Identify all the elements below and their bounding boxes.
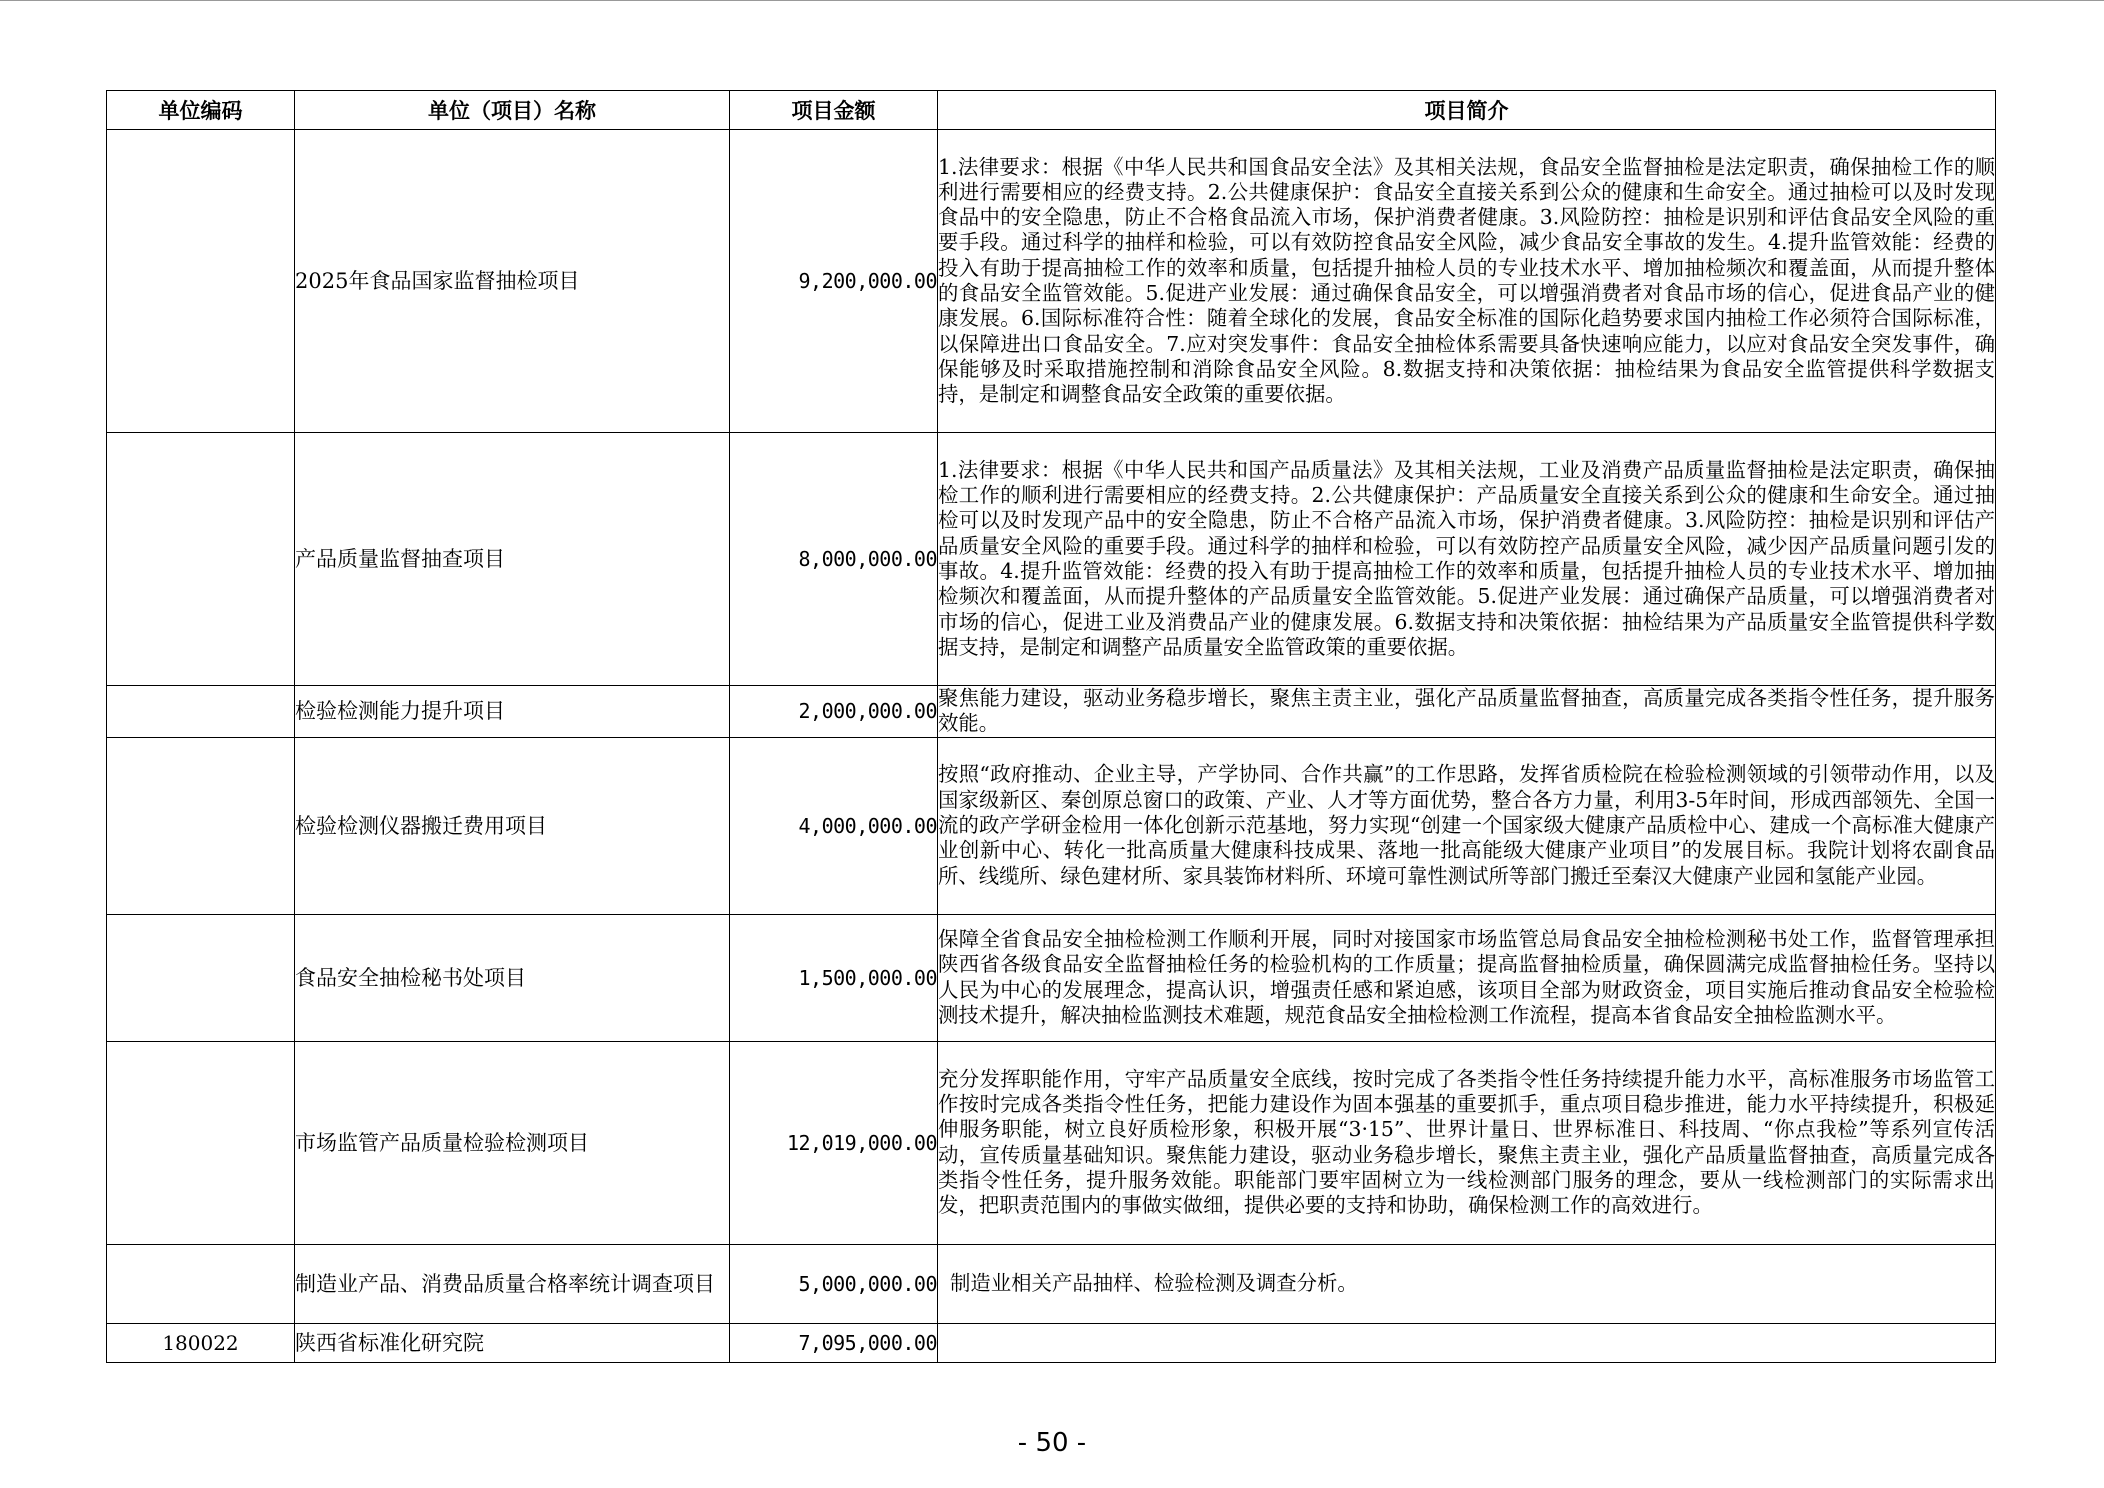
project-name-cell: 食品安全抽检秘书处项目 — [295, 914, 730, 1041]
unit-code-cell — [107, 914, 295, 1041]
project-name-cell: 陕西省标准化研究院 — [295, 1323, 730, 1362]
amount-cell: 5,000,000.00 — [730, 1244, 938, 1323]
unit-code-cell — [107, 433, 295, 686]
project-name-cell: 制造业产品、消费品质量合格率统计调查项目 — [295, 1244, 730, 1323]
header-row — [107, 91, 1996, 130]
description-cell: 保障全省食品安全抽检检测工作顺利开展，同时对接国家市场监管总局食品安全抽检检测秘书处工作，监督管理承担陕西省各级食品安全监督抽检任务的检验机构的工作质量；提高监督抽检质量，确保圆满完成监督抽检任务。坚持以人民为中心的发展理念，提高认识，增强责任感和紧迫感，该项目全部为财政资金，项目实施后推动食品安全检验检测技术提升，解决抽检监测技术难题，规范食品安全抽检检测工作流程，提高本省食品安全抽检监测水平。 — [938, 914, 1996, 1041]
table-row — [107, 914, 1996, 1041]
description-cell: 聚焦能力建设，驱动业务稳步增长，聚焦主责主业，强化产品质量监督抽查，高质量完成各类指令性任务，提升服务效能。 — [938, 686, 1995, 736]
unit-code-cell — [107, 130, 295, 433]
amount-cell: 7,095,000.00 — [730, 1323, 938, 1362]
table-row — [107, 686, 1996, 738]
project-name-cell: 检验检测仪器搬迁费用项目 — [295, 737, 730, 914]
project-name-cell: 2025年食品国家监督抽检项目 — [295, 130, 730, 433]
unit-code-cell — [107, 1041, 295, 1244]
header-description: 项目简介 — [938, 91, 1996, 130]
amount-cell: 4,000,000.00 — [730, 737, 938, 914]
amount-cell: 8,000,000.00 — [730, 433, 938, 686]
description-cell — [938, 1323, 1996, 1362]
header-unit-name: 单位（项目）名称 — [295, 91, 730, 130]
amount-cell: 1,500,000.00 — [730, 914, 938, 1041]
project-name-cell: 产品质量监督抽查项目 — [295, 433, 730, 686]
budget-table — [106, 90, 1996, 1363]
page-number: - 50 - — [1017, 1428, 1087, 1458]
header-amount: 项目金额 — [730, 91, 938, 130]
table-row — [107, 1041, 1996, 1244]
unit-code-cell — [107, 737, 295, 914]
table-header — [107, 91, 1996, 130]
unit-code-cell: 180022 — [107, 1323, 295, 1362]
description-cell: 制造业相关产品抽样、检验检测及调查分析。 — [938, 1244, 1996, 1323]
header-unit-code: 单位编码 — [107, 91, 295, 130]
table-row — [107, 433, 1996, 686]
description-cell: 1.法律要求：根据《中华人民共和国产品质量法》及其相关法规，工业及消费产品质量监督抽检是法定职责，确保抽检工作的顺利进行需要相应的经费支持。2.公共健康保护：产品质量安全直接关系到公众的健康和生命安全。通过抽检可以及时发现产品中的安全隐患，防止不合格产品流入市场，保护消费者健康。3.风险防控：抽检是识别和评估产品质量安全风险的重要手段。通过科学的抽样和检验，可以有效防控产品质量安全风险，减少因产品质量问题引发的事故。4.提升监管效能：经费的投入有助于提高抽检工作的效率和质量，包括提升抽检人员的专业技术水平、增加抽检频次和覆盖面，从而提升整体的产品质量安全监管效能。5.促进产业发展：通过确保产品质量，可以增强消费者对市场的信心，促进工业及消费品产业的健康发展。6.数据支持和决策依据：抽检结果为产品质量安全监管提供科学数据支持，是制定和调整产品质量安全监管政策的重要依据。 — [938, 433, 1996, 686]
description-cell: 充分发挥职能作用，守牢产品质量安全底线，按时完成了各类指令性任务持续提升能力水平，高标准服务市场监管工作按时完成各类指令性任务，把能力建设作为固本强基的重要抓手，重点项目稳步推进，能力水平持续提升，积极延伸服务职能，树立良好质检形象，积极开展“3·15”、世界计量日、世界标准日、科技周、“你点我检”等系列宣传活动，宣传质量基础知识。聚焦能力建设，驱动业务稳步增长，聚焦主责主业，强化产品质量监督抽查，高质量完成各类指令性任务，提升服务效能。职能部门要牢固树立为一线检测部门服务的理念，要从一线检测部门的实际需求出发，把职责范围内的事做实做细，提供必要的支持和协助，确保检测工作的高效进行。 — [938, 1041, 1996, 1244]
description-cell: 1.法律要求：根据《中华人民共和国食品安全法》及其相关法规，食品安全监督抽检是法定职责，确保抽检工作的顺利进行需要相应的经费支持。2.公共健康保护：食品安全直接关系到公众的健康和生命安全。通过抽检可以及时发现食品中的安全隐患，防止不合格食品流入市场，保护消费者健康。3.风险防控：抽检是识别和评估食品安全风险的重要手段。通过科学的抽样和检验，可以有效防控食品安全风险，减少食品安全事故的发生。4.提升监管效能：经费的投入有助于提高抽检工作的效率和质量，包括提升抽检人员的专业技术水平、增加抽检频次和覆盖面，从而提升整体的食品安全监管效能。5.促进产业发展：通过确保食品安全，可以增强消费者对食品市场的信心，促进食品产业的健康发展。6.国际标准符合性：随着全球化的发展，食品安全标准的国际化趋势要求国内抽检工作必须符合国际标准，以保障进出口食品安全。7.应对突发事件：食品安全抽检体系需要具备快速响应能力，以应对食品安全突发事件，确保能够及时采取措施控制和消除食品安全风险。8.数据支持和决策依据：抽检结果为食品安全监管提供科学数据支持，是制定和调整食品安全政策的重要依据。 — [938, 130, 1996, 433]
table-row — [107, 1244, 1996, 1323]
amount-cell: 9,200,000.00 — [730, 130, 938, 433]
table-body — [107, 130, 1996, 1363]
table-row — [107, 1323, 1996, 1362]
amount-cell: 12,019,000.00 — [730, 1041, 938, 1244]
unit-code-cell — [107, 686, 295, 738]
description-cell: 按照“政府推动、企业主导，产学协同、合作共赢”的工作思路，发挥省质检院在检验检测领域的引领带动作用，以及国家级新区、秦创原总窗口的政策、产业、人才等方面优势，整合各方力量，利用3-5年时间，形成西部领先、全国一流的政产学研金检用一体化创新示范基地，努力实现“创建一个国家级大健康产品质检中心、建成一个高标准大健康产业创新中心、转化一批高质量大健康科技成果、落地一批高能级大健康产业项目”的发展目标。我院计划将农副食品所、线缆所、绿色建材所、家具装饰材料所、环境可靠性测试所等部门搬迁至秦汉大健康产业园和氢能产业园。 — [938, 737, 1996, 914]
project-name-cell: 市场监管产品质量检验检测项目 — [295, 1041, 730, 1244]
top-border-line — [0, 0, 2104, 1]
project-name-cell: 检验检测能力提升项目 — [295, 686, 730, 738]
amount-cell: 2,000,000.00 — [730, 686, 938, 738]
table-row — [107, 130, 1996, 433]
table-row — [107, 737, 1996, 914]
unit-code-cell — [107, 1244, 295, 1323]
